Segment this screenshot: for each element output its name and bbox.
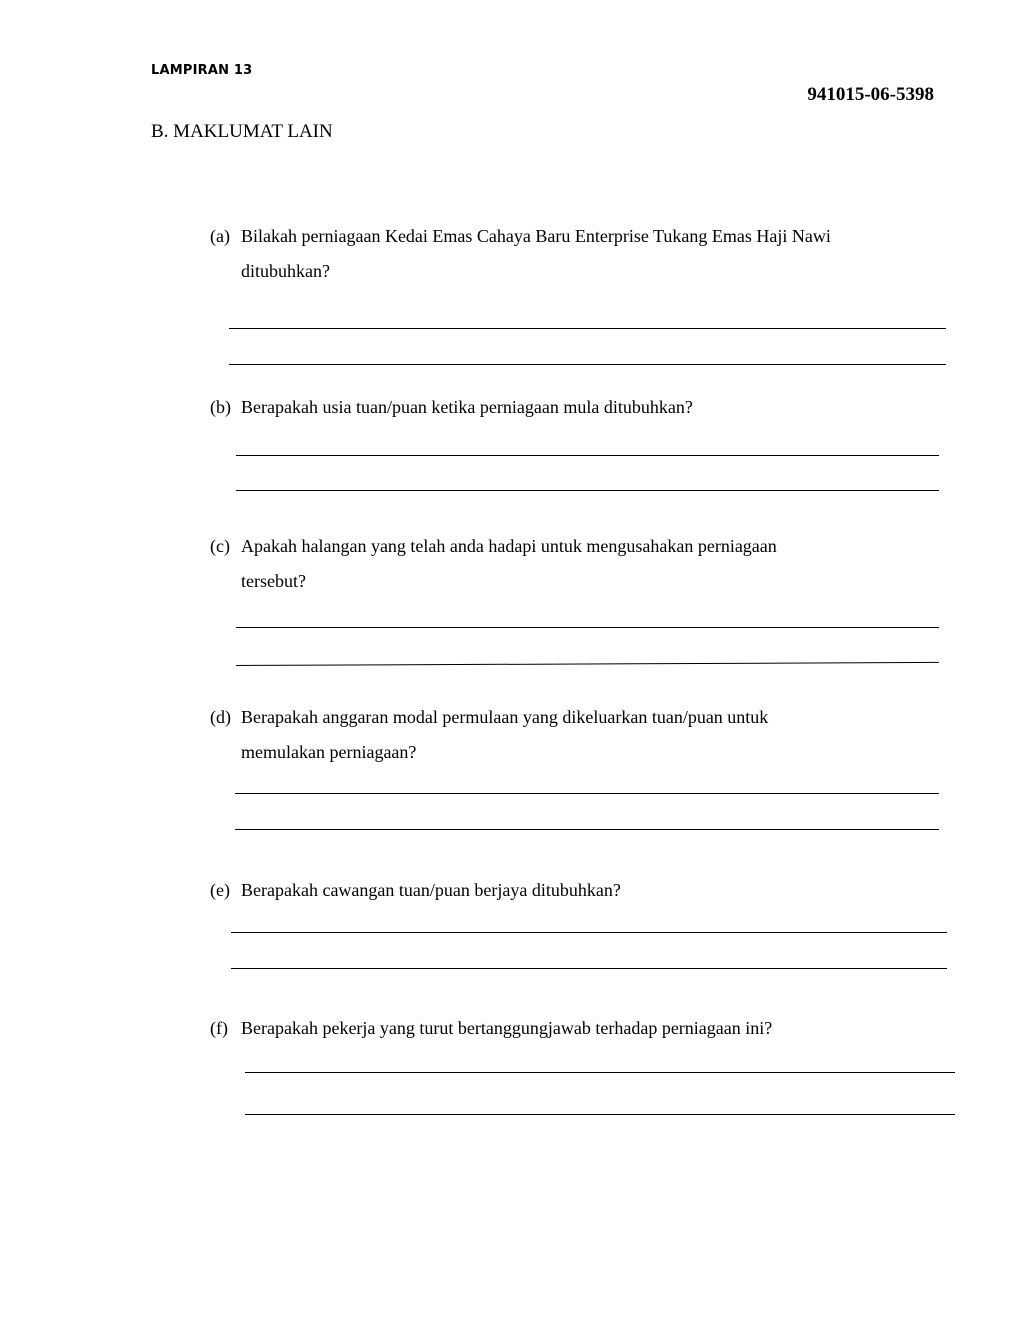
question-letter: (a) xyxy=(210,226,230,246)
question-letter: (c) xyxy=(210,536,230,556)
question-letter: (d) xyxy=(210,707,231,727)
question-text: Berapakah anggaran modal permulaan yang dikeluarkan tuan/puan untuk memulakan perniagaan? xyxy=(241,707,769,762)
answer-line-d-2[interactable] xyxy=(235,829,939,830)
question-text: Berapakah cawangan tuan/puan berjaya ditubuhkan? xyxy=(241,880,621,900)
answer-line-c-1[interactable] xyxy=(236,627,939,628)
answer-line-f-1[interactable] xyxy=(245,1072,955,1073)
answer-line-b-1[interactable] xyxy=(236,455,939,456)
question-f xyxy=(210,1011,910,1046)
question-a xyxy=(210,219,870,289)
section-title: B. MAKLUMAT LAIN xyxy=(151,121,333,142)
answer-line-a-2[interactable] xyxy=(229,364,946,365)
question-d xyxy=(210,700,870,770)
question-b xyxy=(210,390,870,425)
question-c xyxy=(210,529,870,599)
question-text: Bilakah perniagaan Kedai Emas Cahaya Baru Enterprise Tukang Emas Haji Nawi ditubuhkan? xyxy=(241,226,831,281)
question-text: Berapakah usia tuan/puan ketika perniagaan mula ditubuhkan? xyxy=(241,397,693,417)
answer-line-f-2[interactable] xyxy=(245,1114,955,1115)
answer-line-d-1[interactable] xyxy=(235,793,939,794)
answer-line-b-2[interactable] xyxy=(236,490,939,491)
question-e xyxy=(210,873,870,908)
question-letter: (e) xyxy=(210,880,230,900)
question-text: Berapakah pekerja yang turut bertanggungjawab terhadap perniagaan ini? xyxy=(241,1018,773,1038)
question-letter: (b) xyxy=(210,397,231,417)
answer-line-a-1[interactable] xyxy=(229,328,946,329)
answer-line-e-2[interactable] xyxy=(231,968,947,969)
question-text: Apakah halangan yang telah anda hadapi untuk mengusahakan perniagaan tersebut? xyxy=(241,536,777,591)
appendix-label: LAMPIRAN 13 xyxy=(151,63,253,78)
answer-line-e-1[interactable] xyxy=(231,932,947,933)
answer-line-c-2[interactable] xyxy=(236,662,939,666)
ic-number: 941015-06-5398 xyxy=(807,84,934,105)
question-letter: (f) xyxy=(210,1018,228,1038)
